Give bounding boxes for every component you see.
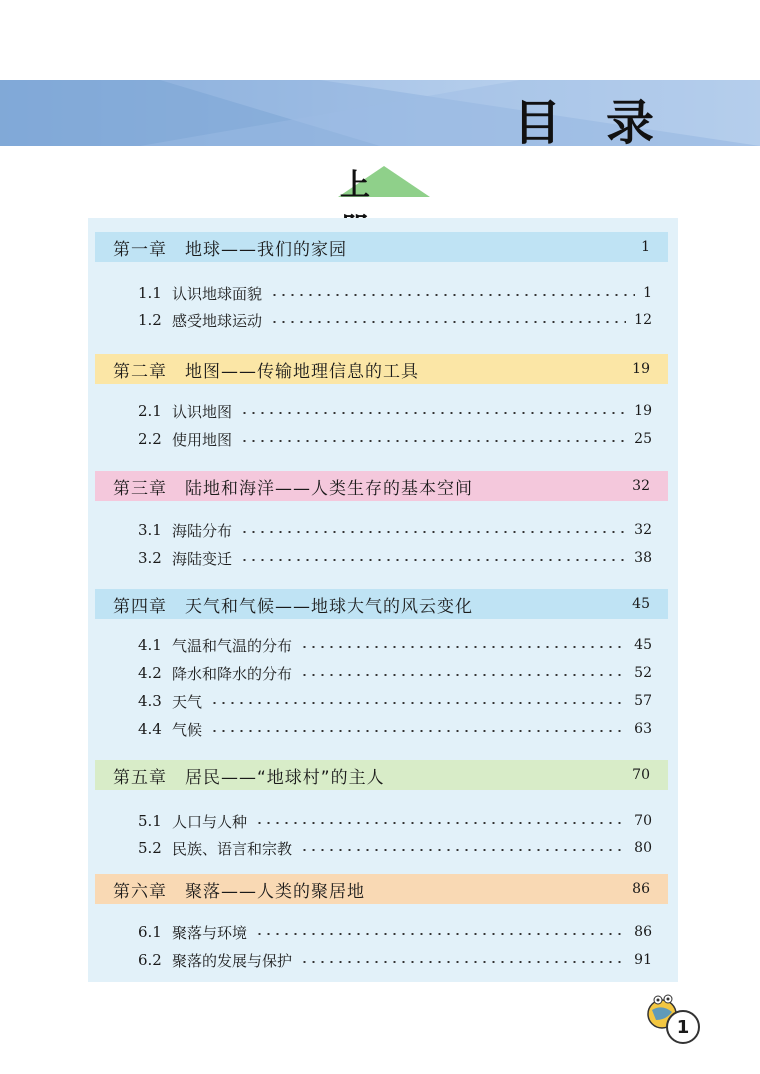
dot-leader [240,412,626,414]
section-number: 1.1 [138,284,162,302]
section-title: 使用地图 [172,430,233,449]
chapter-title: 第一章 地球——我们的家园 [113,239,347,260]
section-row[interactable] [138,632,652,658]
chapter-row[interactable] [95,471,668,501]
section-page: 38 [634,550,652,566]
section-page: 57 [634,693,652,709]
section-title: 聚落与环境 [172,923,248,942]
section-row[interactable] [138,517,652,543]
volume-title: 上 [340,168,380,203]
section-page: 80 [634,840,652,856]
dot-leader [300,961,626,963]
dot-leader [255,933,626,935]
chapter-title: 第六章 聚落——人类的聚居地 [113,881,365,902]
chapter-row[interactable] [95,874,668,904]
section-row[interactable] [138,545,652,571]
section-number: 5.2 [138,839,162,857]
dot-leader [300,646,626,648]
section-title: 民族、语言和宗教 [172,839,293,858]
chapter-row[interactable] [95,232,668,262]
section-row[interactable] [138,919,652,945]
section-page: 91 [634,952,652,968]
section-page: 19 [634,403,652,419]
section-number: 3.2 [138,549,162,567]
section-row[interactable] [138,808,652,834]
header-banner [0,80,760,146]
section-number: 3.1 [138,521,162,539]
section-page: 45 [634,637,652,653]
section-title: 人口与人种 [172,812,248,831]
section-title: 认识地球面貌 [172,284,263,303]
dot-leader [255,822,626,824]
section-row[interactable] [138,835,652,861]
section-page: 52 [634,665,652,681]
section-row[interactable] [138,426,652,452]
section-number: 1.2 [138,311,162,329]
section-title: 认识地图 [172,402,233,421]
chapter-title: 第五章 居民——“地球村”的主人 [113,767,385,788]
section-title: 气候 [172,720,203,739]
chapter-row[interactable] [95,760,668,790]
section-title: 感受地球运动 [172,311,263,330]
chapter-page: 32 [632,478,650,494]
section-row[interactable] [138,947,652,973]
section-number: 5.1 [138,812,162,830]
section-page: 86 [634,924,652,940]
section-page: 63 [634,721,652,737]
chapter-page: 1 [641,239,650,255]
section-title: 海陆分布 [172,521,233,540]
section-title: 降水和降水的分布 [172,664,293,683]
chapter-row[interactable] [95,354,668,384]
section-row[interactable] [138,280,652,306]
section-title: 天气 [172,692,203,711]
dot-leader [270,294,635,296]
chapter-title: 第三章 陆地和海洋——人类生存的基本空间 [113,478,473,499]
page-title: 目 录 [513,95,668,146]
dot-leader [270,321,626,323]
section-page: 25 [634,431,652,447]
section-row[interactable] [138,688,652,714]
section-number: 4.3 [138,692,162,710]
dot-leader [300,674,626,676]
chapter-page: 19 [632,361,650,377]
dot-leader [240,559,626,561]
section-page: 1 [643,285,652,301]
page-number: 1 [666,1010,700,1044]
section-number: 6.2 [138,951,162,969]
section-page: 70 [634,813,652,829]
section-row[interactable] [138,716,652,742]
section-number: 2.2 [138,430,162,448]
section-number: 4.2 [138,664,162,682]
section-number: 4.4 [138,720,162,738]
section-row[interactable] [138,307,652,333]
section-title: 海陆变迁 [172,549,233,568]
section-number: 4.1 [138,636,162,654]
chapter-page: 45 [632,596,650,612]
chapter-row[interactable] [95,589,668,619]
section-page: 12 [634,312,652,328]
dot-leader [300,849,626,851]
chapter-page: 86 [632,881,650,897]
section-title: 气温和气温的分布 [172,636,293,655]
section-number: 2.1 [138,402,162,420]
section-row[interactable] [138,660,652,686]
section-title: 聚落的发展与保护 [172,951,293,970]
section-number: 6.1 [138,923,162,941]
toc-panel [88,218,678,982]
section-page: 32 [634,522,652,538]
chapter-title: 第二章 地图——传输地理信息的工具 [113,361,419,382]
chapter-page: 70 [632,767,650,783]
volume-heading [334,160,434,203]
dot-leader [240,440,626,442]
section-row[interactable] [138,398,652,424]
dot-leader [240,531,626,533]
dot-leader [210,730,626,732]
chapter-title: 第四章 天气和气候——地球大气的风云变化 [113,596,473,617]
dot-leader [210,702,626,704]
